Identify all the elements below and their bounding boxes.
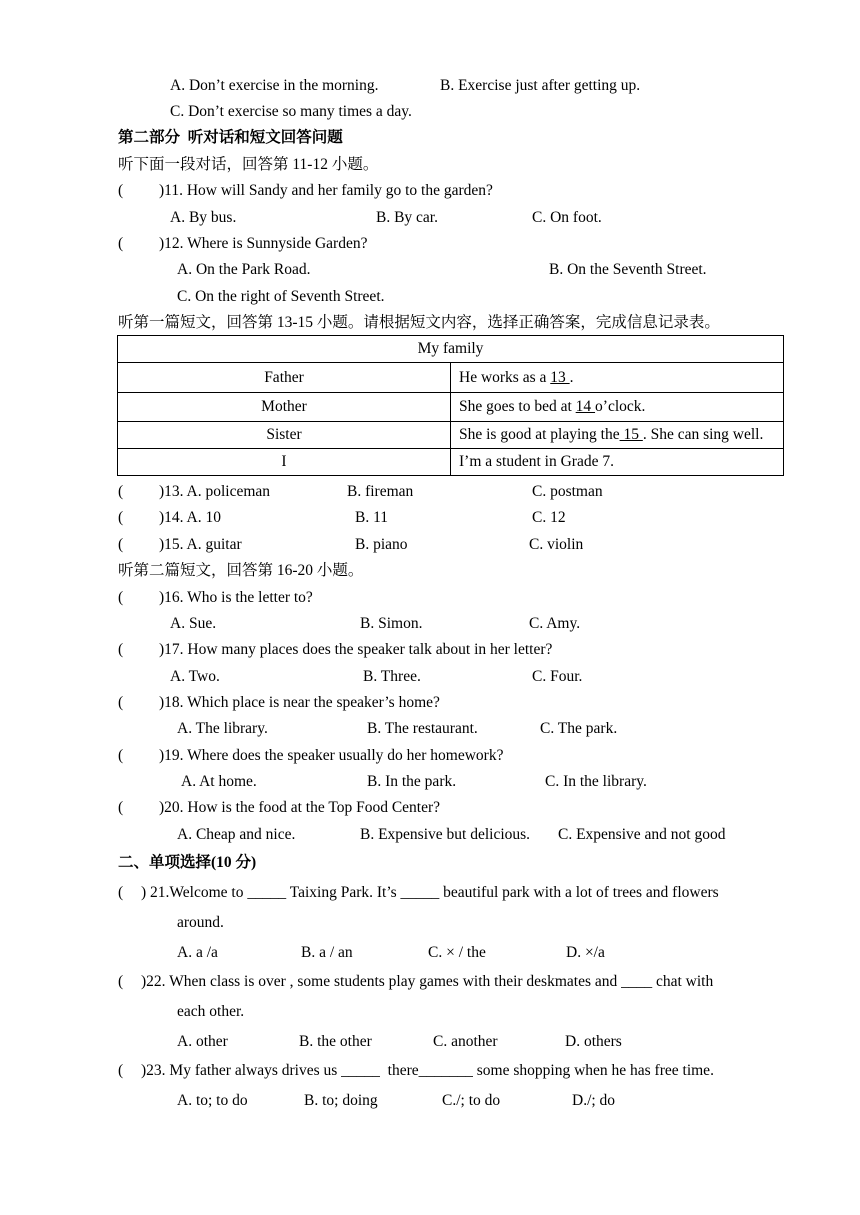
option: D. ×/a [566, 944, 605, 961]
option: C./; to do [442, 1092, 501, 1109]
option: C. In the library. [545, 773, 647, 790]
option: C. postman [532, 483, 603, 500]
question-text: )13. A. policeman [159, 483, 271, 500]
option: A. a /a [177, 944, 218, 961]
answer-paren: ( [118, 973, 124, 990]
option: C. On the right of Seventh Street. [177, 288, 385, 305]
option: A. other [177, 1033, 228, 1050]
option: C. Four. [532, 668, 583, 685]
question-text: )18. Which place is near the speaker’s home? [159, 694, 440, 711]
option: A. Sue. [170, 615, 217, 632]
option: B. Simon. [360, 615, 423, 632]
question-text: )16. Who is the letter to? [159, 589, 313, 606]
option: C. On foot. [532, 209, 602, 226]
question-text: )23. My father always drives us _____ there_______ some shopping when he has free time. [141, 1062, 714, 1079]
option: B. the other [299, 1033, 372, 1050]
option: D. others [565, 1033, 622, 1050]
question-text: )11. How will Sandy and her family go to the garden? [159, 182, 493, 199]
blank-15: 15 [619, 426, 643, 443]
question-text: ) 21.Welcome to _____ Taixing Park. It’s _____ beautiful park with a lot of trees and flowers [141, 884, 719, 901]
table-label: Father [118, 363, 451, 393]
option: A. to; to do [177, 1092, 248, 1109]
answer-paren: ( [118, 589, 124, 606]
option: B. In the park. [367, 773, 457, 790]
question-text: )20. How is the food at the Top Food Center? [159, 799, 441, 816]
table-row [118, 449, 784, 476]
option: B. On the Seventh Street. [549, 261, 707, 278]
option: D./; do [572, 1092, 616, 1109]
option: B. The restaurant. [367, 720, 478, 737]
option: B. to; doing [304, 1092, 378, 1109]
answer-paren: ( [118, 483, 124, 500]
table-label: Mother [118, 393, 451, 422]
option: A. At home. [181, 773, 257, 790]
question-text: )15. A. guitar [159, 536, 242, 553]
option: A. The library. [177, 720, 268, 737]
answer-paren: ( [118, 1062, 124, 1079]
option: C. 12 [532, 509, 566, 526]
option: B. 11 [355, 509, 389, 526]
table-label: I [118, 449, 451, 476]
blank-13: 13 [550, 368, 570, 386]
answer-paren: ( [118, 536, 124, 553]
option: B. fireman [347, 483, 414, 500]
instruction: 听第一篇短文，回答第 13-15 小题。请根据短文内容，选择正确答案，完成信息记录表。 [118, 314, 720, 331]
section-heading: 第二部分 听对话和短文回答问题 [118, 129, 343, 146]
option: A. On the Park Road. [177, 261, 311, 278]
question-text: )17. How many places does the speaker talk about in her letter? [159, 641, 553, 658]
answer-paren: ( [118, 694, 124, 711]
option: C. × / the [428, 944, 486, 961]
option-line: C. Don’t exercise so many times a day. [170, 103, 412, 120]
info-table [117, 335, 784, 476]
answer-paren: ( [118, 747, 124, 764]
option: C. another [433, 1033, 498, 1050]
table-desc: She goes to bed at 14 o’clock. [451, 393, 784, 422]
answer-paren: ( [118, 182, 124, 199]
table-desc: I’m a student in Grade 7. [451, 449, 784, 476]
answer-paren: ( [118, 509, 124, 526]
table-desc: He works as a 13 . [451, 363, 784, 393]
option: C. The park. [540, 720, 618, 737]
option: B. By car. [376, 209, 438, 226]
option: A. Cheap and nice. [177, 826, 296, 843]
option: B. Expensive but delicious. [360, 826, 531, 843]
option-line: A. Don’t exercise in the morning. [170, 77, 379, 94]
answer-paren: ( [118, 641, 124, 658]
option: B. piano [355, 536, 408, 553]
option: B. Three. [363, 668, 421, 685]
question-text: )14. A. 10 [159, 509, 221, 526]
table-row [118, 422, 784, 449]
option: C. Expensive and not good [558, 826, 726, 843]
question-text: )19. Where does the speaker usually do her homework? [159, 747, 504, 764]
option: C. Amy. [529, 615, 581, 632]
option: B. a / an [301, 944, 353, 961]
instruction: 听下面一段对话，回答第 11-12 小题。 [118, 156, 379, 173]
table-title: My family [118, 336, 784, 363]
table-row [118, 393, 784, 422]
table-label: Sister [118, 422, 451, 449]
question-text: )12. Where is Sunnyside Garden? [159, 235, 368, 252]
option-line: B. Exercise just after getting up. [440, 77, 641, 94]
question-text-cont: around. [177, 914, 224, 931]
option: C. violin [529, 536, 584, 553]
table-desc: She is good at playing the 15 . She can sing well. [451, 422, 784, 449]
question-text-cont: each other. [177, 1003, 245, 1020]
table-row [118, 363, 784, 393]
answer-paren: ( [118, 799, 124, 816]
instruction: 听第二篇短文，回答第 16-20 小题。 [118, 562, 364, 579]
question-text: )22. When class is over , some students play games with their deskmates and ____ chat with [141, 973, 714, 990]
blank-14: 14 [575, 398, 596, 415]
option: A. Two. [170, 668, 220, 685]
option: A. By bus. [170, 209, 237, 226]
section-heading: 二、单项选择(10 分) [118, 854, 257, 871]
answer-paren: ( [118, 235, 124, 252]
answer-paren: ( [118, 884, 124, 901]
